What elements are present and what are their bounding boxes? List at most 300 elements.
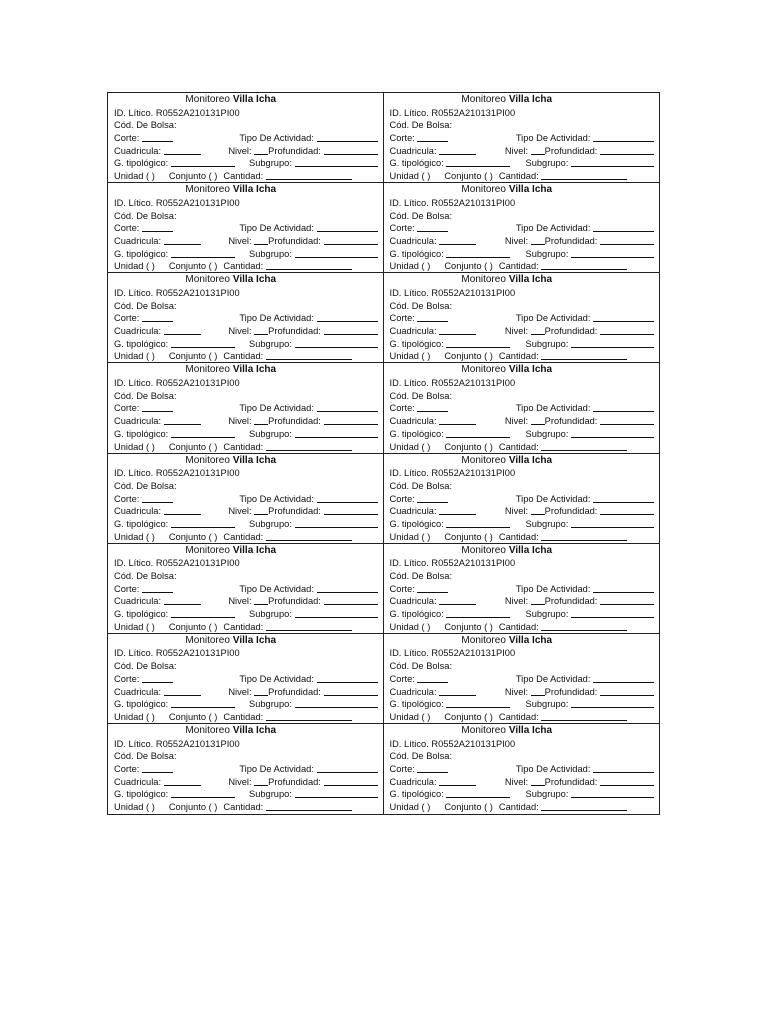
- profundidad-label: Profundidad:: [544, 145, 598, 156]
- corte-label: Corte:: [114, 673, 140, 684]
- tipologico-label: G. tipológico:: [389, 518, 444, 529]
- tipologico-label: G. tipológico:: [389, 428, 444, 439]
- tipo-label: Tipo De Actividad:: [515, 223, 591, 234]
- tipologico-blank: [446, 338, 510, 348]
- unidad-row: [114, 441, 378, 454]
- cuadricula-label: Cuadricula:: [389, 235, 437, 246]
- sample-label: [108, 634, 384, 724]
- tipologico-row: [114, 157, 378, 170]
- tipologico-label: G. tipológico:: [389, 699, 444, 710]
- cantidad-blank: [541, 711, 627, 721]
- nivel-blank: [531, 325, 545, 335]
- label-sheet: [107, 92, 660, 815]
- nivel-blank: [254, 686, 268, 696]
- profundidad-blank: [600, 595, 654, 605]
- subgrupo-blank: [295, 338, 378, 348]
- cantidad-blank: [266, 531, 352, 541]
- tipo-blank: [593, 493, 654, 503]
- bolsa-row: [390, 750, 655, 763]
- tipologico-label: G. tipológico:: [389, 248, 444, 259]
- cantidad-blank: [541, 801, 627, 811]
- profundidad-label: Profundidad:: [268, 596, 321, 607]
- cuadricula-row: [390, 145, 655, 158]
- unidad-row: [390, 621, 655, 634]
- unidad-row: [114, 350, 378, 363]
- bolsa-label: Cód. De Bolsa:: [114, 210, 177, 221]
- unidad-label: Unidad ( ): [114, 351, 155, 362]
- tipologico-row: [390, 157, 655, 170]
- title-place: Villa Icha: [508, 184, 553, 196]
- nivel-blank: [254, 415, 268, 425]
- tipo-blank: [317, 493, 378, 503]
- profundidad-label: Profundidad:: [268, 416, 321, 427]
- id-value: R0552A210131PI00: [431, 738, 516, 749]
- profundidad-blank: [600, 235, 654, 245]
- title-prefix: Monitoreo: [185, 544, 230, 556]
- id-label: ID. Lítico.: [114, 197, 154, 208]
- tipo-blank: [317, 673, 378, 683]
- tipo-label: Tipo De Actividad:: [239, 403, 314, 414]
- tipologico-row: [114, 518, 378, 531]
- label-title: [114, 635, 378, 648]
- nivel-label: Nivel:: [228, 686, 252, 697]
- corte-label: Corte:: [114, 403, 140, 414]
- id-label: ID. Lítico.: [389, 738, 429, 749]
- cantidad-label: Cantidad:: [223, 621, 264, 632]
- subgrupo-blank: [295, 698, 378, 708]
- label-title: [114, 364, 378, 377]
- profundidad-label: Profundidad:: [544, 326, 598, 336]
- unidad-label: Unidad ( ): [114, 441, 155, 452]
- unidad-label: Unidad ( ): [389, 802, 431, 812]
- tipologico-blank: [171, 518, 235, 528]
- profundidad-label: Profundidad:: [268, 686, 321, 697]
- cuadricula-row: [390, 235, 655, 248]
- bolsa-row: [114, 119, 378, 132]
- nivel-blank: [531, 505, 545, 515]
- profundidad-label: Profundidad:: [544, 506, 598, 517]
- corte-label: Corte:: [114, 763, 140, 774]
- cuadricula-label: Cuadricula:: [114, 145, 162, 156]
- bolsa-label: Cód. De Bolsa:: [114, 751, 177, 762]
- sample-label: [384, 273, 660, 363]
- title-prefix: Monitoreo: [185, 454, 230, 466]
- nivel-blank: [254, 235, 268, 245]
- unidad-label: Unidad ( ): [389, 531, 431, 542]
- nivel-label: Nivel:: [504, 776, 529, 787]
- sample-label: [108, 454, 384, 544]
- label-title: [390, 725, 655, 738]
- unidad-label: Unidad ( ): [114, 261, 155, 272]
- id-label: ID. Lítico.: [114, 107, 154, 118]
- unidad-label: Unidad ( ): [114, 802, 155, 812]
- label-title: [114, 184, 378, 197]
- subgrupo-blank: [571, 157, 654, 167]
- label-title: [390, 274, 655, 287]
- profundidad-label: Profundidad:: [268, 326, 321, 336]
- conjunto-label: Conjunto ( ): [444, 351, 493, 362]
- bolsa-row: [114, 660, 378, 673]
- tipologico-row: [390, 338, 655, 351]
- tipo-blank: [593, 312, 654, 322]
- subgrupo-label: Subgrupo:: [525, 518, 569, 529]
- tipo-blank: [593, 673, 654, 683]
- subgrupo-label: Subgrupo:: [525, 789, 569, 800]
- cantidad-label: Cantidad:: [223, 261, 264, 272]
- title-place: Villa Icha: [232, 364, 277, 376]
- tipologico-label: G. tipológico:: [114, 699, 169, 710]
- title-place: Villa Icha: [508, 544, 553, 556]
- tipo-label: Tipo De Actividad:: [239, 493, 314, 504]
- tipo-label: Tipo De Actividad:: [515, 133, 591, 144]
- title-prefix: Monitoreo: [185, 184, 230, 196]
- profundidad-blank: [600, 776, 654, 786]
- cantidad-blank: [266, 711, 352, 721]
- cuadricula-row: [390, 595, 655, 608]
- conjunto-label: Conjunto ( ): [444, 171, 493, 182]
- tipo-blank: [593, 222, 654, 232]
- tipologico-label: G. tipológico:: [114, 248, 169, 259]
- sample-label: [108, 544, 384, 634]
- nivel-label: Nivel:: [504, 235, 529, 246]
- id-row: [114, 557, 378, 570]
- profundidad-blank: [600, 415, 654, 425]
- nivel-label: Nivel:: [228, 145, 252, 156]
- bolsa-row: [114, 750, 378, 763]
- corte-label: Corte:: [389, 133, 415, 144]
- cantidad-label: Cantidad:: [498, 531, 539, 542]
- corte-label: Corte:: [114, 583, 140, 594]
- nivel-label: Nivel:: [228, 776, 252, 787]
- title-prefix: Monitoreo: [185, 94, 230, 105]
- tipologico-label: G. tipológico:: [114, 428, 169, 439]
- subgrupo-label: Subgrupo:: [525, 248, 569, 259]
- corte-row: [390, 583, 655, 596]
- cantidad-blank: [266, 260, 352, 270]
- sample-label: [384, 544, 660, 634]
- nivel-label: Nivel:: [228, 416, 252, 427]
- sample-label: [384, 363, 660, 453]
- unidad-row: [114, 531, 378, 544]
- profundidad-blank: [600, 325, 654, 335]
- id-row: [390, 197, 655, 210]
- tipo-blank: [317, 312, 378, 322]
- bolsa-row: [390, 300, 655, 313]
- subgrupo-label: Subgrupo:: [249, 158, 292, 169]
- id-value: R0552A210131PI00: [155, 107, 240, 118]
- title-place: Villa Icha: [232, 94, 277, 105]
- cantidad-label: Cantidad:: [498, 711, 539, 722]
- cuadricula-label: Cuadricula:: [114, 416, 162, 427]
- bolsa-label: Cód. De Bolsa:: [389, 661, 453, 672]
- corte-row: [114, 312, 378, 325]
- tipo-blank: [593, 763, 654, 773]
- subgrupo-label: Subgrupo:: [525, 699, 569, 710]
- cantidad-blank: [541, 170, 627, 180]
- id-row: [114, 377, 378, 390]
- tipologico-label: G. tipológico:: [114, 789, 169, 800]
- unidad-label: Unidad ( ): [114, 531, 155, 542]
- corte-blank: [417, 402, 448, 412]
- tipo-label: Tipo De Actividad:: [515, 673, 591, 684]
- sample-label: [108, 93, 384, 183]
- cuadricula-row: [390, 505, 655, 518]
- label-title: [390, 94, 655, 107]
- cuadricula-blank: [439, 505, 476, 515]
- id-label: ID. Lítico.: [114, 738, 154, 749]
- subgrupo-blank: [295, 248, 378, 258]
- nivel-blank: [531, 686, 545, 696]
- cuadricula-label: Cuadricula:: [389, 686, 437, 697]
- id-row: [114, 107, 378, 120]
- id-value: R0552A210131PI00: [431, 287, 516, 298]
- cantidad-blank: [541, 441, 627, 451]
- nivel-blank: [531, 595, 545, 605]
- conjunto-label: Conjunto ( ): [444, 711, 493, 722]
- corte-row: [114, 402, 378, 415]
- id-label: ID. Lítico.: [114, 558, 154, 569]
- unidad-row: [114, 711, 378, 724]
- tipo-label: Tipo De Actividad:: [515, 403, 591, 414]
- profundidad-blank: [324, 595, 378, 605]
- tipologico-label: G. tipológico:: [114, 518, 169, 529]
- tipologico-blank: [171, 157, 235, 167]
- tipo-label: Tipo De Actividad:: [239, 763, 314, 774]
- id-value: R0552A210131PI00: [431, 558, 516, 569]
- id-label: ID. Lítico.: [114, 287, 154, 298]
- subgrupo-label: Subgrupo:: [249, 699, 292, 710]
- unidad-label: Unidad ( ): [389, 711, 431, 722]
- profundidad-label: Profundidad:: [268, 776, 321, 787]
- bolsa-label: Cód. De Bolsa:: [114, 300, 177, 311]
- profundidad-label: Profundidad:: [268, 506, 321, 517]
- subgrupo-label: Subgrupo:: [249, 609, 292, 620]
- corte-blank: [142, 673, 173, 683]
- corte-row: [114, 763, 378, 776]
- subgrupo-label: Subgrupo:: [525, 338, 569, 349]
- cantidad-blank: [266, 441, 352, 451]
- tipo-blank: [317, 402, 378, 412]
- id-value: R0552A210131PI00: [155, 197, 240, 208]
- sample-label: [108, 363, 384, 453]
- id-row: [114, 287, 378, 300]
- cantidad-label: Cantidad:: [223, 711, 264, 722]
- cuadricula-label: Cuadricula:: [114, 776, 162, 787]
- bolsa-label: Cód. De Bolsa:: [114, 571, 177, 581]
- profundidad-label: Profundidad:: [544, 416, 598, 427]
- bolsa-row: [390, 660, 655, 673]
- conjunto-label: Conjunto ( ): [444, 531, 493, 542]
- subgrupo-blank: [295, 157, 378, 167]
- conjunto-label: Conjunto ( ): [444, 621, 493, 632]
- conjunto-label: Conjunto ( ): [168, 171, 218, 182]
- label-title: [390, 635, 655, 648]
- nivel-label: Nivel:: [228, 326, 252, 336]
- corte-row: [390, 402, 655, 415]
- tipologico-row: [114, 428, 378, 441]
- title-place: Villa Icha: [232, 724, 277, 736]
- unidad-label: Unidad ( ): [389, 441, 431, 452]
- tipologico-label: G. tipológico:: [114, 609, 169, 620]
- profundidad-blank: [600, 505, 654, 515]
- tipologico-blank: [446, 698, 510, 708]
- corte-row: [390, 222, 655, 235]
- title-place: Villa Icha: [508, 274, 553, 286]
- profundidad-label: Profundidad:: [544, 235, 598, 246]
- corte-row: [114, 673, 378, 686]
- title-prefix: Monitoreo: [461, 454, 506, 466]
- sample-label: [108, 724, 384, 814]
- title-place: Villa Icha: [508, 724, 553, 736]
- tipologico-blank: [171, 698, 235, 708]
- subgrupo-blank: [295, 788, 378, 798]
- unidad-row: [390, 711, 655, 724]
- cuadricula-row: [390, 686, 655, 699]
- id-value: R0552A210131PI00: [155, 648, 240, 659]
- title-prefix: Monitoreo: [461, 94, 506, 105]
- tipologico-row: [390, 248, 655, 261]
- tipologico-label: G. tipológico:: [389, 338, 444, 349]
- conjunto-label: Conjunto ( ): [444, 261, 493, 272]
- corte-row: [114, 583, 378, 596]
- cuadricula-blank: [439, 776, 476, 786]
- nivel-blank: [254, 145, 268, 155]
- title-prefix: Monitoreo: [185, 634, 230, 646]
- tipologico-blank: [446, 788, 510, 798]
- label-title: [390, 455, 655, 468]
- title-place: Villa Icha: [232, 274, 277, 286]
- corte-row: [390, 132, 655, 145]
- cuadricula-blank: [164, 145, 201, 155]
- tipologico-row: [114, 248, 378, 261]
- bolsa-label: Cód. De Bolsa:: [389, 480, 453, 491]
- cuadricula-row: [114, 415, 378, 428]
- label-title: [390, 545, 655, 558]
- cuadricula-row: [114, 595, 378, 608]
- label-title: [390, 184, 655, 197]
- profundidad-label: Profundidad:: [268, 235, 321, 246]
- subgrupo-blank: [571, 608, 654, 618]
- corte-label: Corte:: [389, 403, 415, 414]
- title-prefix: Monitoreo: [461, 274, 506, 286]
- cantidad-label: Cantidad:: [223, 171, 264, 182]
- tipo-blank: [317, 583, 378, 593]
- subgrupo-label: Subgrupo:: [249, 248, 292, 259]
- nivel-label: Nivel:: [504, 326, 529, 336]
- title-prefix: Monitoreo: [461, 544, 506, 556]
- profundidad-blank: [324, 145, 378, 155]
- id-value: R0552A210131PI00: [155, 287, 240, 298]
- bolsa-row: [390, 480, 655, 493]
- tipologico-row: [390, 788, 655, 801]
- unidad-row: [390, 801, 655, 814]
- tipologico-row: [114, 338, 378, 351]
- title-prefix: Monitoreo: [461, 724, 506, 736]
- title-prefix: Monitoreo: [185, 364, 230, 376]
- cuadricula-blank: [164, 595, 201, 605]
- cantidad-label: Cantidad:: [498, 171, 539, 182]
- corte-blank: [142, 402, 173, 412]
- unidad-row: [390, 260, 655, 273]
- corte-label: Corte:: [389, 493, 415, 504]
- corte-label: Corte:: [114, 313, 140, 324]
- bolsa-label: Cód. De Bolsa:: [114, 661, 177, 672]
- conjunto-label: Conjunto ( ): [168, 441, 218, 452]
- label-title: [114, 94, 378, 107]
- corte-blank: [417, 222, 448, 232]
- subgrupo-blank: [571, 338, 654, 348]
- profundidad-label: Profundidad:: [544, 776, 598, 787]
- tipo-label: Tipo De Actividad:: [239, 673, 314, 684]
- id-row: [114, 647, 378, 660]
- id-value: R0552A210131PI00: [431, 378, 516, 389]
- conjunto-label: Conjunto ( ): [168, 351, 218, 362]
- id-label: ID. Lítico.: [389, 107, 429, 118]
- cantidad-label: Cantidad:: [498, 441, 539, 452]
- unidad-row: [390, 350, 655, 363]
- tipologico-blank: [446, 428, 510, 438]
- corte-blank: [417, 583, 448, 593]
- subgrupo-blank: [571, 698, 654, 708]
- sample-label: [384, 93, 660, 183]
- tipologico-blank: [171, 608, 235, 618]
- tipologico-label: G. tipológico:: [114, 158, 169, 169]
- corte-label: Corte:: [389, 673, 415, 684]
- cuadricula-label: Cuadricula:: [389, 145, 437, 156]
- nivel-blank: [254, 505, 268, 515]
- profundidad-blank: [324, 505, 378, 515]
- nivel-label: Nivel:: [504, 145, 529, 156]
- bolsa-row: [114, 300, 378, 313]
- id-row: [390, 647, 655, 660]
- subgrupo-blank: [571, 428, 654, 438]
- conjunto-label: Conjunto ( ): [168, 261, 218, 272]
- nivel-label: Nivel:: [228, 596, 252, 607]
- unidad-label: Unidad ( ): [389, 621, 431, 632]
- id-label: ID. Lítico.: [114, 648, 154, 659]
- tipologico-label: G. tipológico:: [389, 789, 444, 800]
- conjunto-label: Conjunto ( ): [168, 711, 218, 722]
- title-prefix: Monitoreo: [461, 634, 506, 646]
- id-value: R0552A210131PI00: [155, 468, 240, 479]
- title-place: Villa Icha: [232, 184, 277, 196]
- tipologico-blank: [446, 248, 510, 258]
- bolsa-label: Cód. De Bolsa:: [114, 390, 177, 401]
- cuadricula-blank: [439, 595, 476, 605]
- corte-blank: [142, 222, 173, 232]
- subgrupo-blank: [295, 608, 378, 618]
- tipologico-row: [114, 698, 378, 711]
- id-value: R0552A210131PI00: [431, 468, 516, 479]
- cantidad-label: Cantidad:: [498, 621, 539, 632]
- title-prefix: Monitoreo: [185, 274, 230, 286]
- tipologico-blank: [171, 428, 235, 438]
- tipo-label: Tipo De Actividad:: [239, 223, 314, 234]
- id-value: R0552A210131PI00: [155, 378, 240, 389]
- bolsa-row: [390, 570, 655, 583]
- cuadricula-label: Cuadricula:: [114, 235, 162, 246]
- id-value: R0552A210131PI00: [155, 738, 240, 749]
- cantidad-blank: [541, 260, 627, 270]
- bolsa-label: Cód. De Bolsa:: [114, 480, 177, 491]
- cantidad-blank: [266, 801, 352, 811]
- title-place: Villa Icha: [232, 634, 277, 646]
- tipologico-label: G. tipológico:: [389, 609, 444, 620]
- unidad-label: Unidad ( ): [389, 351, 431, 362]
- title-place: Villa Icha: [232, 454, 277, 466]
- corte-row: [390, 763, 655, 776]
- bolsa-row: [390, 210, 655, 223]
